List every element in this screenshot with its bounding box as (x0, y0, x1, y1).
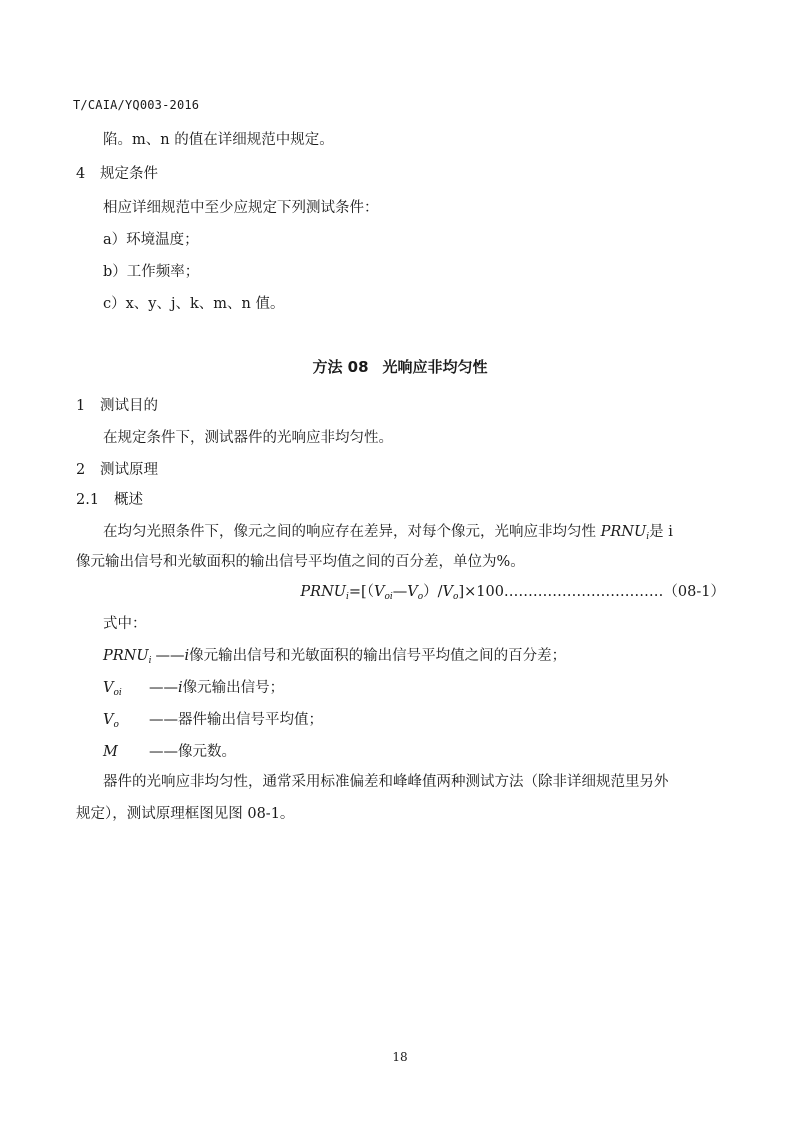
def-symbol: V (103, 712, 114, 728)
overview-number: 2.1 (76, 492, 100, 508)
purpose-text: 在规定条件下，测试器件的光响应非均匀性。 (103, 430, 393, 446)
def-dash: —— (149, 680, 178, 696)
def-text: 器件输出信号平均值； (178, 712, 323, 728)
formula-v-o-denominator-sub: o (453, 592, 459, 602)
method-title (0, 356, 800, 377)
def-dash: —— (155, 648, 185, 664)
standard-code-header: T/CAIA/YQ003-2016 (73, 98, 200, 112)
formula-v-o: V (407, 584, 418, 600)
page-number: 18 (392, 1050, 408, 1064)
overview-text-b: 是 i (649, 524, 673, 540)
method-number: 方法 08 (312, 358, 369, 376)
def-symbol: PRNU (103, 648, 149, 664)
formula-tail: ]×100 (458, 584, 504, 600)
formula-v-o-denominator: V (442, 584, 454, 600)
section4-intro: 相应详细规范中至少应规定下列测试条件： (103, 200, 379, 216)
formula-eq-open: =[（ (348, 584, 374, 600)
def-text: 像元输出信号和光敏面积的输出信号平均值之间的百分差； (189, 648, 567, 664)
def-dash: —— (149, 712, 178, 728)
def-dash: —— (149, 744, 178, 760)
formula-minus: — (392, 584, 408, 600)
overview-text-a: 在均匀光照条件下，像元之间的响应存在差异，对每个像元，光响应非均匀性 (103, 524, 601, 540)
condition-item-b: b）工作频率； (103, 264, 200, 280)
continuation-text: 陷。m、n 的值在详细规范中规定。 (103, 132, 334, 148)
formula-close-div: ）/ (423, 584, 443, 600)
definition-m (103, 742, 236, 762)
principle-title: 测试原理 (100, 462, 158, 478)
def-text: 像元数。 (178, 744, 236, 760)
formula-lhs-sub: i (346, 592, 349, 602)
formula-leader-dots: …………………………… (503, 584, 664, 600)
def-var: i (178, 680, 183, 696)
formula-v-oi: V (373, 584, 385, 600)
def-symbol-sub: oi (113, 688, 122, 698)
def-symbol-sub: i (148, 656, 152, 666)
prnu-symbol: PRNU (600, 524, 647, 540)
def-var: i (184, 648, 190, 664)
principle-heading (76, 460, 158, 480)
purpose-title: 测试目的 (100, 398, 158, 414)
overview-paragraph-line1 (103, 522, 673, 547)
section4-number: 4 (76, 166, 86, 182)
formula-v-o-sub: o (417, 592, 424, 602)
definition-v-o (103, 710, 323, 735)
formula-lhs: PRNU (300, 584, 346, 600)
section4-heading (76, 164, 158, 184)
def-symbol: M (103, 744, 118, 760)
def-symbol: V (103, 680, 114, 696)
prnu-subscript: i (646, 532, 650, 542)
formula-v-oi-sub: oi (384, 592, 393, 602)
definition-prnu (103, 646, 566, 671)
overview-heading (76, 490, 143, 510)
closing-line1: 器件的光响应非均匀性，通常采用标准偏差和峰峰值两种测试方法（除非详细规范里另外 (103, 774, 669, 790)
purpose-heading (76, 396, 158, 416)
method-name: 光响应非均匀性 (382, 358, 488, 376)
purpose-number: 1 (76, 398, 86, 414)
formula-08-1 (300, 582, 725, 607)
section4-title: 规定条件 (100, 166, 158, 182)
condition-item-a: a）环境温度； (103, 232, 199, 248)
overview-paragraph-line2: 像元输出信号和光敏面积的输出信号平均值之间的百分差，单位为%。 (76, 554, 525, 570)
principle-number: 2 (76, 462, 86, 478)
definition-v-oi (103, 678, 284, 703)
where-label: 式中： (103, 616, 147, 632)
formula-reference: （08-1） (663, 584, 725, 600)
def-symbol-sub: o (113, 720, 119, 730)
overview-title: 概述 (114, 492, 143, 508)
closing-line2: 规定），测试原理框图见图 08-1。 (76, 806, 295, 822)
def-text: 像元输出信号； (182, 680, 285, 696)
condition-item-c: c）x、y、j、k、m、n 值。 (103, 296, 285, 312)
